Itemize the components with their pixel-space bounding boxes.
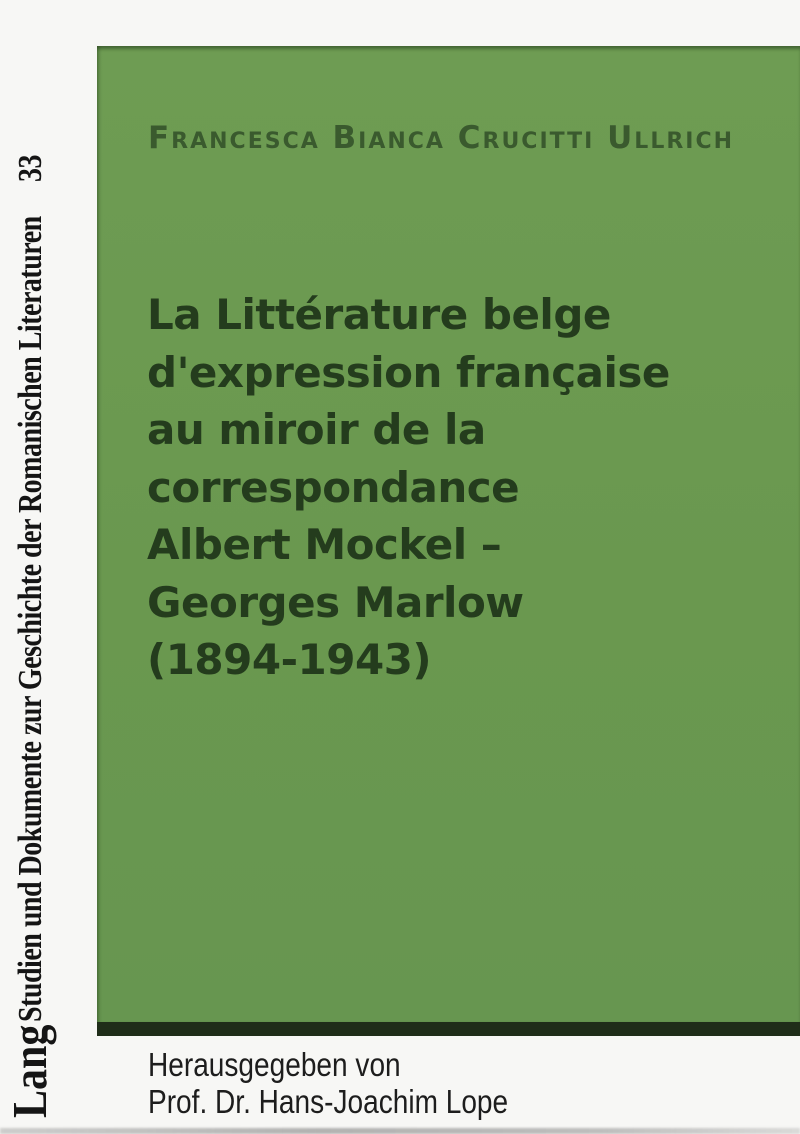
publisher-logo: Lang [4, 1024, 58, 1118]
author-name: Francesca Bianca Crucitti Ullrich [148, 120, 735, 156]
book-title [147, 286, 670, 689]
title-line-1: La Littérature belge [147, 290, 611, 339]
bottom-scan-edge-artifact [0, 1128, 800, 1134]
spine-series-title [0, 42, 68, 1022]
series-title-text: Studien und Dokumente zur Geschichte der Romanischen Literaturen [11, 216, 50, 1022]
title-line-7: (1894-1943) [147, 635, 432, 684]
editor-imprint-line-2: Prof. Dr. Hans-Joachim Lope [148, 1083, 509, 1120]
editor-imprint [148, 1046, 508, 1120]
title-line-5: Albert Mockel – [147, 520, 502, 569]
editor-imprint-line-1: Herausgegeben von [148, 1046, 401, 1083]
title-line-4: correspondance [147, 462, 520, 512]
title-line-6: Georges Marlow [147, 577, 524, 627]
title-line-3: au miroir de la [147, 405, 486, 454]
series-volume-number: 33 [11, 155, 50, 183]
front-cover-panel [97, 46, 800, 1036]
title-line-2: d'expression française [147, 347, 670, 397]
